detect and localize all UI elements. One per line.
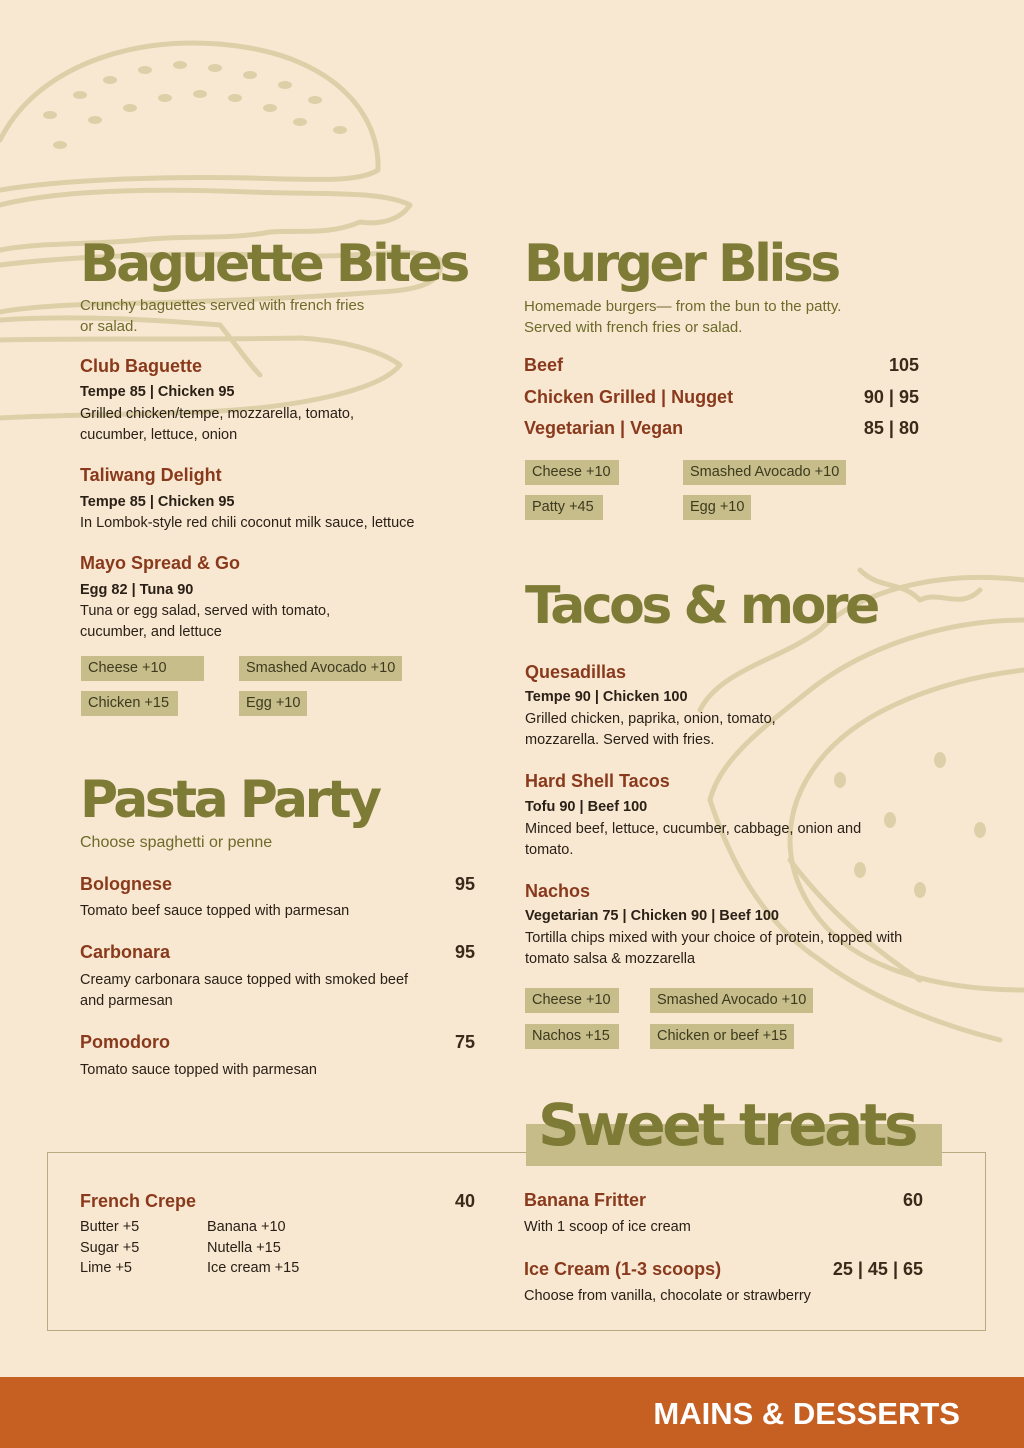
addon-chip: Chicken +15: [81, 691, 178, 716]
sweet-item-price: 60: [902, 1190, 923, 1210]
crepe-addon: Ice cream +15: [207, 1260, 300, 1276]
crepe-addon: Butter +5: [80, 1219, 140, 1235]
addon-chip: Patty +45: [525, 495, 603, 520]
sweet-item-name: Banana Fritter: [524, 1190, 647, 1210]
addon-chip: Cheese +10: [81, 656, 204, 681]
tacos-item-name: Hard Shell Tacos: [525, 771, 670, 791]
tacos-item-desc: Grilled chicken, paprika, onion, tomato, mozzarella. Served with fries.: [525, 711, 776, 748]
baguette-item-variants: Tempe 85 | Chicken 95: [80, 494, 235, 510]
sweets-title: Sweet treats: [538, 1091, 915, 1159]
pasta-subtitle: Choose spaghetti or penne: [80, 834, 273, 851]
addon-chip: Cheese +10: [525, 988, 619, 1013]
addon-chip: Smashed Avocado +10: [683, 460, 846, 485]
sweet-item-price: 25 | 45 | 65: [832, 1259, 923, 1279]
tacos-title: Tacos & more: [525, 576, 877, 636]
burger-item-name: Vegetarian | Vegan: [524, 418, 684, 438]
addon-chip: Nachos +15: [525, 1024, 619, 1049]
burger-item-price: 105: [888, 355, 919, 375]
pasta-item-price: 75: [454, 1032, 475, 1052]
burger-title: Burger Bliss: [524, 234, 838, 294]
burger-item-name: Chicken Grilled | Nugget: [524, 387, 734, 407]
baguette-item-variants: Egg 82 | Tuna 90: [80, 582, 194, 598]
burger-item-price: 90 | 95: [863, 387, 919, 407]
pasta-item-desc: Creamy carbonara sauce topped with smoked beef and parmesan: [80, 972, 409, 1009]
crepe-price: 40: [454, 1191, 475, 1211]
pasta-item-name: Bolognese: [80, 874, 173, 894]
pasta-item-price: 95: [454, 942, 475, 962]
pasta-item-name: Pomodoro: [80, 1032, 170, 1052]
tacos-item-name: Quesadillas: [525, 662, 627, 682]
sweet-item-desc: Choose from vanilla, chocolate or strawberry: [524, 1288, 811, 1304]
crepe-addon: Banana +10: [207, 1219, 286, 1235]
tacos-item-desc: Minced beef, lettuce, cucumber, cabbage, onion and tomato.: [525, 821, 862, 858]
crepe-addon: Nutella +15: [207, 1240, 281, 1256]
baguette-item-desc: In Lombok-style red chili coconut milk sauce, lettuce: [80, 515, 415, 531]
baguette-item-name: Mayo Spread & Go: [80, 553, 241, 573]
tacos-item-variants: Tofu 90 | Beef 100: [525, 799, 648, 815]
tacos-item-desc: Tortilla chips mixed with your choice of protein, topped with tomato salsa & mozzarella: [525, 930, 903, 967]
addon-chip: Smashed Avocado +10: [239, 656, 402, 681]
addon-chip: Egg +10: [239, 691, 307, 716]
baguette-item-name: Club Baguette: [80, 356, 203, 376]
baguette-item-name: Taliwang Delight: [80, 465, 222, 485]
baguette-subtitle: Crunchy baguettes served with french fries or salad.: [80, 297, 365, 335]
baguette-item-variants: Tempe 85 | Chicken 95: [80, 384, 235, 400]
tacos-item-variants: Tempe 90 | Chicken 100: [525, 689, 688, 705]
tacos-item-variants: Vegetarian 75 | Chicken 90 | Beef 100: [525, 908, 779, 924]
burger-item-name: Beef: [524, 355, 564, 375]
baguette-item-desc: Grilled chicken/tempe, mozzarella, tomato, cucumber, lettuce, onion: [80, 406, 354, 443]
baguette-item-desc: Tuna or egg salad, served with tomato, cucumber, and lettuce: [80, 603, 331, 640]
addon-chip: Chicken or beef +15: [650, 1024, 794, 1049]
pasta-item-desc: Tomato beef sauce topped with parmesan: [80, 903, 350, 919]
sweet-item-desc: With 1 scoop of ice cream: [524, 1219, 691, 1235]
burger-subtitle: Homemade burgers— from the bun to the patty. Served with french fries or salad.: [524, 298, 842, 336]
addon-chip: Cheese +10: [525, 460, 619, 485]
addon-chip: Smashed Avocado +10: [650, 988, 813, 1013]
baguette-title: Baguette Bites: [80, 234, 467, 294]
pasta-item-desc: Tomato sauce topped with parmesan: [80, 1062, 317, 1078]
tacos-item-name: Nachos: [525, 881, 591, 901]
footer-bar: [0, 1377, 1024, 1448]
pasta-item-price: 95: [454, 874, 475, 894]
crepe-addon: Lime +5: [80, 1260, 132, 1276]
sweet-item-name: Ice Cream (1-3 scoops): [524, 1259, 722, 1279]
footer-label: MAINS & DESSERTS: [653, 1396, 960, 1431]
crepe-name: French Crepe: [80, 1191, 197, 1211]
pasta-item-name: Carbonara: [80, 942, 171, 962]
addon-chip: Egg +10: [683, 495, 751, 520]
burger-item-price: 85 | 80: [863, 418, 919, 438]
burger-illustration-icon: [0, 20, 460, 440]
crepe-addon: Sugar +5: [80, 1240, 140, 1256]
pasta-title: Pasta Party: [80, 770, 379, 830]
